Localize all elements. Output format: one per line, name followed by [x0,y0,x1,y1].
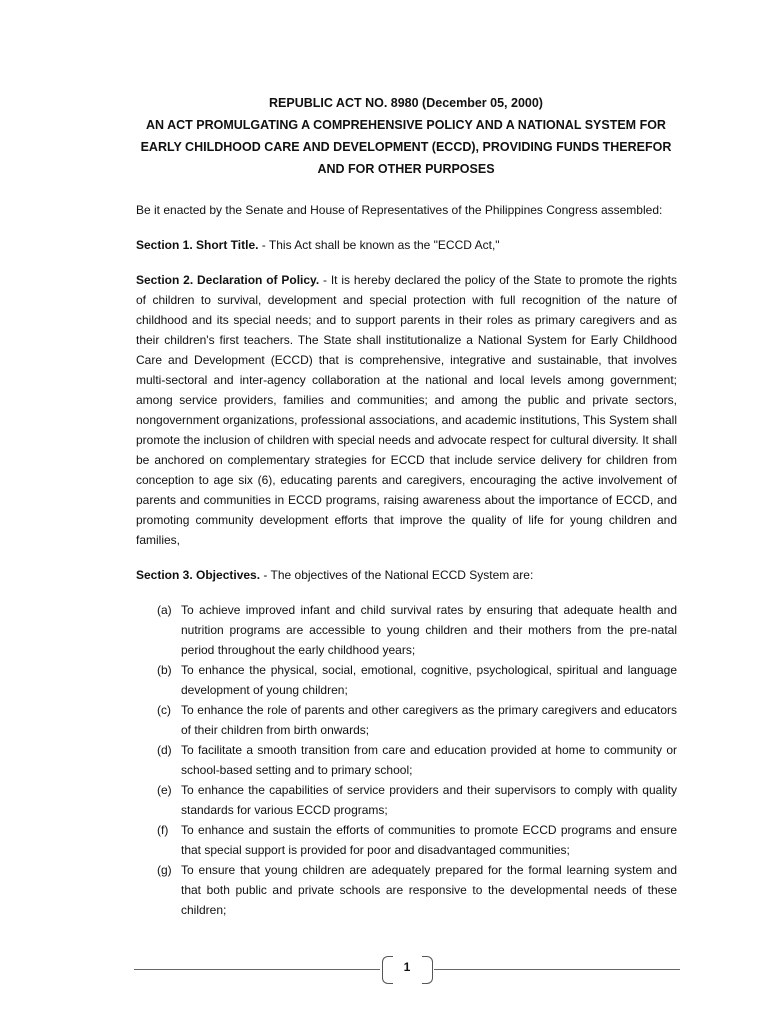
right-brace-icon [422,956,433,984]
list-item [136,700,677,740]
section-1-heading: Section 1. Short Title. [136,238,259,252]
section-3-heading: Section 3. Objectives. [136,568,261,582]
footer-rule-left [134,969,380,970]
list-item-text: To achieve improved infant and child survival rates by ensuring that adequate health and nutrition programs are accessible to young children and their mothers from the pre-natal period throughout the early childhood years; [181,603,677,657]
left-brace-icon [382,956,393,984]
list-item-text: To enhance and sustain the efforts of communities to promote ECCD programs and ensure that special support is provided for poor and disadvantaged communities; [181,823,677,857]
list-item-text: To ensure that young children are adequately prepared for the formal learning system and that both public and private schools are responsive to the developmental needs of these children; [181,863,677,917]
list-item-text: To enhance the role of parents and other caregivers as the primary caregivers and educators of their children from birth onwards; [181,703,677,737]
list-item [136,780,677,820]
section-3 [136,565,677,585]
document-body [136,200,677,920]
list-marker: (f) [157,823,169,837]
section-2-text: - It is hereby declared the policy of the State to promote the rights of children to survival, development and special protection with full recognition of the nature of childhood and its special needs; and to support parents in their roles as primary caregivers and as their children's first teachers. The State shall institutionalize a National System for Early Childhood Care and Development (ECCD) that is comprehensive, integrative and sustainable, that involves multi-sectoral and inter-agency collaboration at the national and local levels among government; among service providers, families and communities; and among the public and private sectors, nongovernment organizations, professional associations, and academic institutions, This System shall promote the inclusion of children with special needs and advocate respect for cultural diversity. It shall be anchored on complementary strategies for ECCD that include service delivery for children from conception to age six (6), educating parents and caregivers, encouraging the active involvement of parents and communities in ECCD programs, raising awareness about the importance of ECCD, and promoting community development efforts that improve the quality of life for young children and families, [136,273,677,547]
list-marker: (e) [157,783,172,797]
title-line-4: AND FOR OTHER PURPOSES [317,162,495,176]
page-footer [134,956,680,984]
list-marker: (d) [157,743,172,757]
section-2 [136,270,677,550]
title-line-act-number: REPUBLIC ACT NO. 8980 (December 05, 2000) [269,96,543,110]
list-item [136,660,677,700]
document-title [120,92,692,180]
section-2-heading: Section 2. Declaration of Policy. [136,273,320,287]
list-item-text: To facilitate a smooth transition from care and education provided at home to community or school-based setting and to primary school; [181,743,677,777]
enacting-clause: Be it enacted by the Senate and House of Representatives of the Philippines Congress assembled: [136,203,663,217]
title-line-2: AN ACT PROMULGATING A COMPREHENSIVE POLICY AND A NATIONAL SYSTEM FOR [146,118,666,132]
footer-rule-right [434,969,680,970]
section-1 [136,235,677,255]
list-item [136,600,677,660]
objectives-list [136,600,677,920]
list-item [136,820,677,860]
list-item [136,860,677,920]
title-line-3: EARLY CHILDHOOD CARE AND DEVELOPMENT (ECCD), PROVIDING FUNDS THEREFOR [140,140,672,154]
section-1-text: - This Act shall be known as the "ECCD Act," [258,238,500,252]
list-marker: (a) [157,603,172,617]
list-marker: (g) [157,863,172,877]
list-marker: (c) [157,703,171,717]
page-number: 1 [403,960,411,974]
section-3-text: - The objectives of the National ECCD System are: [260,568,534,582]
list-marker: (b) [157,663,172,677]
list-item [136,740,677,780]
list-item-text: To enhance the physical, social, emotional, cognitive, psychological, spiritual and language development of young children; [181,663,677,697]
list-item-text: To enhance the capabilities of service providers and their supervisors to comply with quality standards for various ECCD programs; [181,783,677,817]
